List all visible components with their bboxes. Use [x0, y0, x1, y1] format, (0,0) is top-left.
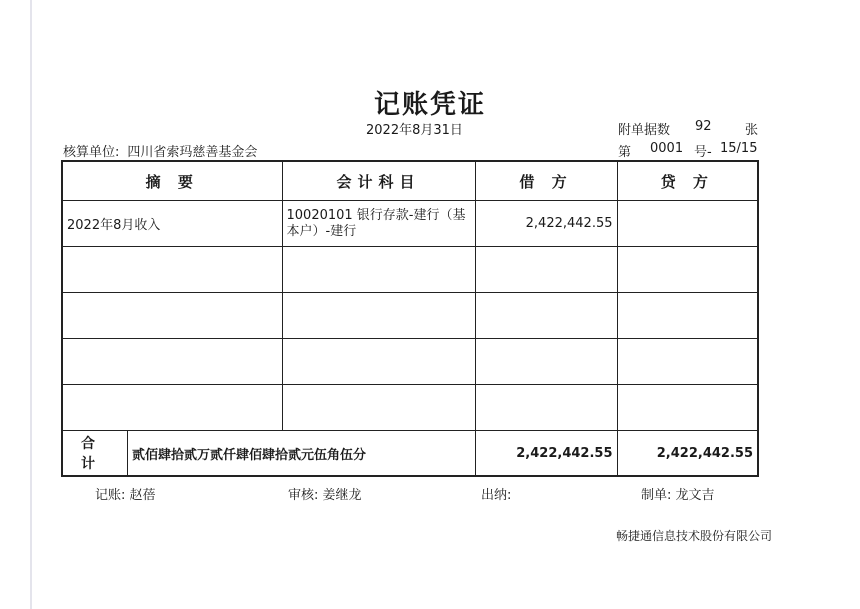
total-row — [62, 431, 758, 477]
attachments-unit: 张 — [745, 123, 759, 138]
attachments-label: 附单据数 — [618, 123, 671, 138]
cell-account: 10020101 银行存款-建行（基本户）-建行 — [282, 201, 475, 247]
voucher-number-suffix: 号- — [694, 145, 712, 160]
cell-credit — [617, 247, 758, 293]
cell-account — [282, 339, 475, 385]
cell-summary: 2022年8月收入 — [62, 201, 282, 247]
cell-summary — [62, 339, 282, 385]
total-label: 合 计 — [63, 431, 128, 475]
cell-account — [282, 385, 475, 431]
voucher-title: 记账凭证 — [373, 90, 486, 120]
header-credit: 贷 方 — [617, 161, 758, 201]
attachments-info — [618, 119, 759, 138]
footer-auditor: 审核: 姜继龙 — [288, 488, 362, 503]
total-credit: 2,422,442.55 — [617, 431, 758, 477]
footer-preparer: 制单: 龙文吉 — [641, 488, 715, 503]
cell-credit — [617, 201, 758, 247]
voucher-table — [61, 160, 759, 477]
accounting-unit-value: 四川省索玛慈善基金会 — [127, 145, 258, 160]
cell-account — [282, 247, 475, 293]
cell-debit: 2,422,442.55 — [475, 201, 617, 247]
table-row — [62, 247, 758, 293]
cell-summary — [62, 385, 282, 431]
header-debit: 借 方 — [475, 161, 617, 201]
accounting-unit — [63, 141, 257, 160]
footer-bookkeeper: 记账: 赵蓓 — [95, 488, 156, 503]
voucher-number-value: 0001 — [650, 141, 684, 156]
total-words-cell — [62, 431, 475, 477]
cell-debit — [475, 339, 617, 385]
voucher-number — [618, 141, 758, 160]
cell-summary — [62, 293, 282, 339]
table-row — [62, 293, 758, 339]
voucher-page: 15/15 — [720, 141, 758, 156]
cell-debit — [475, 247, 617, 293]
table-row — [62, 385, 758, 431]
accounting-unit-label: 核算单位: — [63, 145, 120, 160]
total-amount-in-words: 贰佰肆拾贰万贰仟肆佰肆拾贰元伍角伍分 — [132, 447, 367, 463]
voucher-date: 2022年8月31日 — [366, 123, 463, 138]
cell-credit — [617, 293, 758, 339]
attachments-count: 92 — [695, 119, 712, 134]
total-debit: 2,422,442.55 — [475, 431, 617, 477]
table-header-row — [62, 161, 758, 201]
cell-credit — [617, 339, 758, 385]
cell-summary — [62, 247, 282, 293]
table-row — [62, 201, 758, 247]
cell-credit — [617, 385, 758, 431]
cell-debit — [475, 293, 617, 339]
software-company: 畅捷通信息技术股份有限公司 — [616, 529, 773, 543]
voucher-number-prefix: 第 — [618, 145, 632, 160]
footer-cashier: 出纳: — [481, 488, 512, 503]
cell-debit — [475, 385, 617, 431]
header-summary: 摘 要 — [62, 161, 282, 201]
table-row — [62, 339, 758, 385]
header-account: 会计科目 — [282, 161, 475, 201]
cell-account — [282, 293, 475, 339]
